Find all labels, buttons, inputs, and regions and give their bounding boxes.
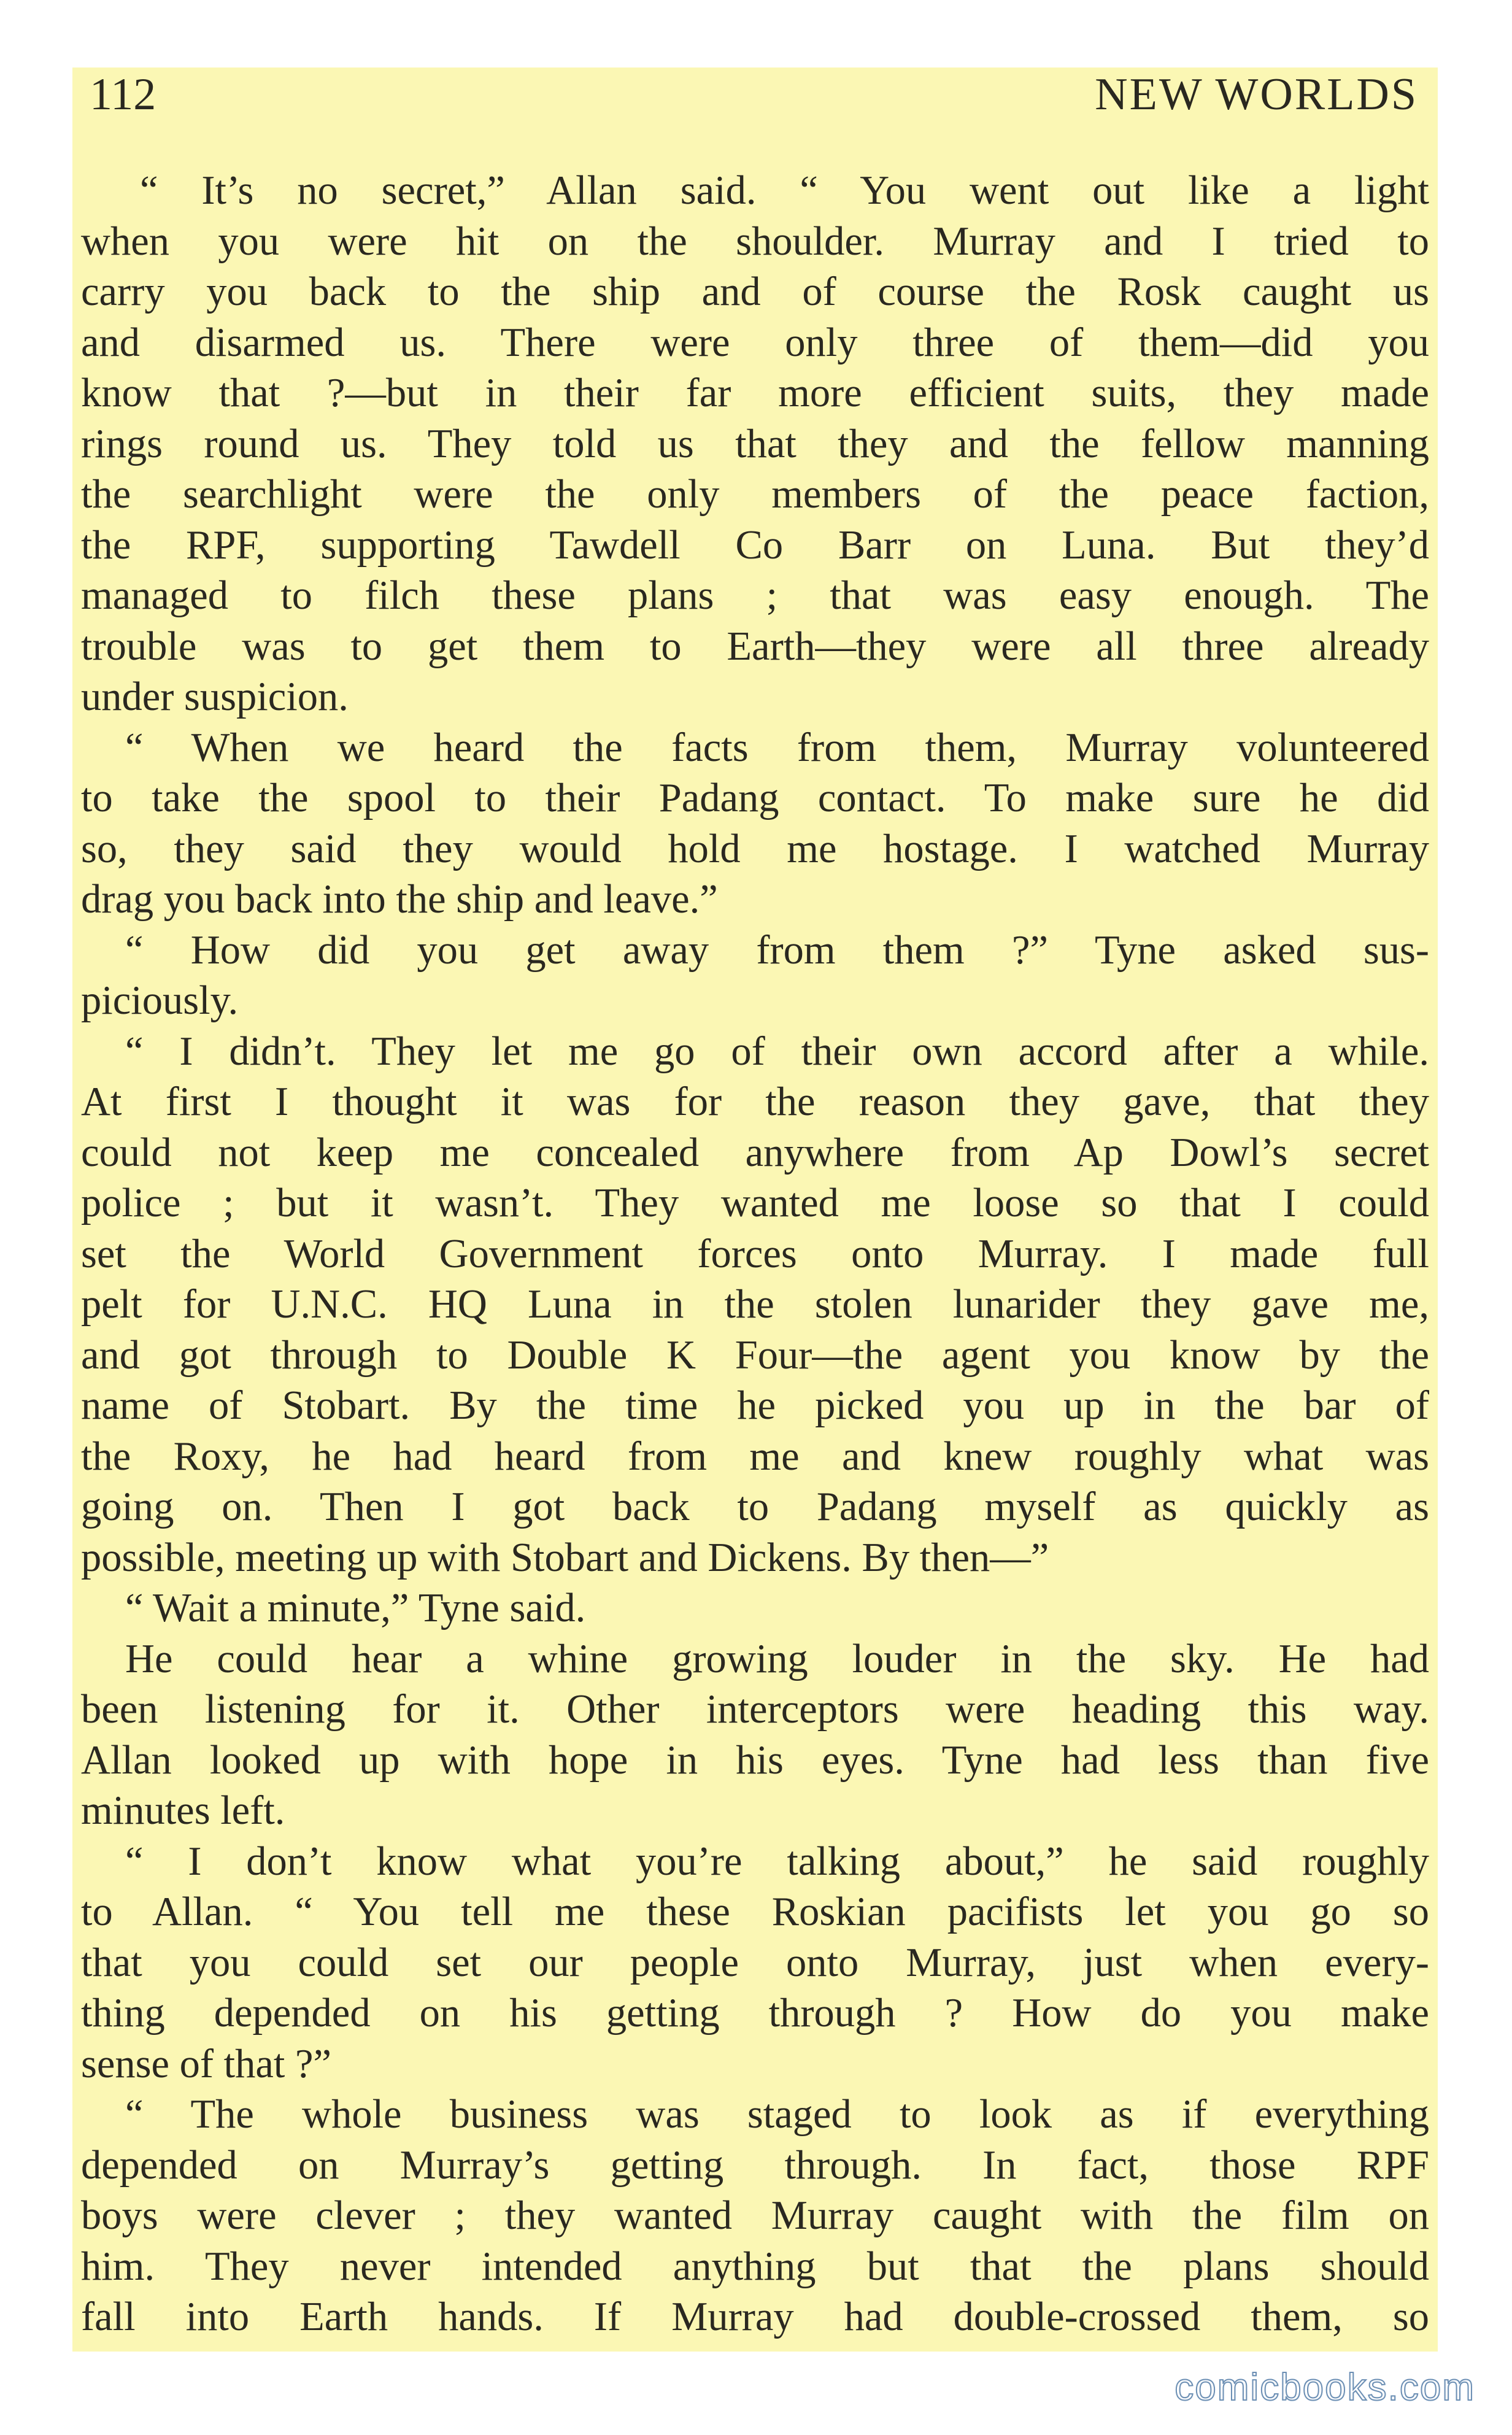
text-line: managed to filch these plans ; that was easy enough. The bbox=[81, 573, 1429, 618]
text-line: drag you back into the ship and leave.” bbox=[81, 877, 718, 922]
text-line: possible, meeting up with Stobart and Dickens. By then—” bbox=[81, 1535, 1049, 1580]
text-line: “ When we heard the facts from them, Murray volunteered bbox=[125, 725, 1429, 770]
text-line: At first I thought it was for the reason they gave, that they bbox=[81, 1079, 1429, 1124]
story-text bbox=[81, 166, 1429, 2343]
watermark-logo: comicbooks.com bbox=[1174, 2366, 1475, 2409]
text-line: minutes left. bbox=[81, 1788, 285, 1833]
text-line: so, they said they would hold me hostage. I watched Murray bbox=[81, 826, 1429, 871]
text-line: to Allan. “ You tell me these Roskian pacifists let you go so bbox=[81, 1889, 1429, 1934]
text-line: and got through to Double K Four—the agent you know by the bbox=[81, 1332, 1429, 1378]
text-line: “ I didn’t. They let me go of their own accord after a while. bbox=[125, 1028, 1429, 1074]
text-line: He could hear a whine growing louder in the sky. He had bbox=[125, 1636, 1429, 1681]
text-line: depended on Murray’s getting through. In fact, those RPF bbox=[81, 2142, 1429, 2188]
text-line: could not keep me concealed anywhere from Ap Dowl’s secret bbox=[81, 1130, 1429, 1175]
text-line: trouble was to get them to Earth—they were all three already bbox=[81, 623, 1429, 669]
text-line: boys were clever ; they wanted Murray caught with the film on bbox=[81, 2193, 1429, 2238]
text-line: carry you back to the ship and of course the Rosk caught us bbox=[81, 269, 1429, 314]
text-line: sense of that ?” bbox=[81, 2041, 332, 2086]
text-line: the Roxy, he had heard from me and knew roughly what was bbox=[81, 1434, 1429, 1479]
text-line: pelt for U.N.C. HQ Luna in the stolen lunarider they gave me, bbox=[81, 1282, 1429, 1327]
text-line: the RPF, supporting Tawdell Co Barr on Luna. But they’d bbox=[81, 522, 1429, 568]
text-line: “ How did you get away from them ?” Tyne asked sus- bbox=[125, 927, 1429, 973]
text-line: name of Stobart. By the time he picked you up in the bar of bbox=[81, 1383, 1429, 1428]
text-line: under suspicion. bbox=[81, 674, 349, 719]
text-line: to take the spool to their Padang contact. To make sure he did bbox=[81, 776, 1429, 820]
magazine-page bbox=[72, 68, 1438, 2352]
magazine-title: NEW WORLDS bbox=[1095, 69, 1418, 120]
text-line: police ; but it wasn’t. They wanted me loose so that I could bbox=[81, 1181, 1429, 1225]
text-line: “ Wait a minute,” Tyne said. bbox=[125, 1586, 586, 1630]
text-line: “ The whole business was staged to look as if everything bbox=[125, 2092, 1429, 2137]
text-line: Allan looked up with hope in his eyes. Tyne had less than five bbox=[81, 1737, 1429, 1783]
text-line: and disarmed us. There were only three of them—did you bbox=[81, 320, 1429, 365]
running-head bbox=[81, 68, 1429, 135]
text-line: rings round us. They told us that they and the fellow manning bbox=[81, 421, 1429, 466]
text-line: know that ?—but in their far more efficient suits, they made bbox=[81, 371, 1429, 415]
text-line: fall into Earth hands. If Murray had double-crossed them, so bbox=[81, 2294, 1429, 2339]
text-line: been listening for it. Other interceptors were heading this way. bbox=[81, 1687, 1429, 1732]
text-line: when you were hit on the shoulder. Murray and I tried to bbox=[81, 218, 1429, 264]
text-line: piciously. bbox=[81, 978, 239, 1023]
text-line: going on. Then I got back to Padang myself as quickly as bbox=[81, 1484, 1429, 1529]
text-line: “ I don’t know what you’re talking about,” he said roughly bbox=[125, 1839, 1429, 1884]
text-line: set the World Government forces onto Murray. I made full bbox=[81, 1231, 1429, 1276]
page-number: 112 bbox=[90, 69, 156, 120]
text-line: that you could set our people onto Murray, just when every- bbox=[81, 1940, 1429, 1985]
text-line: thing depended on his getting through ? How do you make bbox=[81, 1991, 1429, 2036]
text-line: the searchlight were the only members of the peace faction, bbox=[81, 472, 1429, 517]
text-line: “ It’s no secret,” Allan said. “ You went out like a light bbox=[140, 168, 1429, 213]
text-line: him. They never intended anything but that the plans should bbox=[81, 2244, 1429, 2289]
